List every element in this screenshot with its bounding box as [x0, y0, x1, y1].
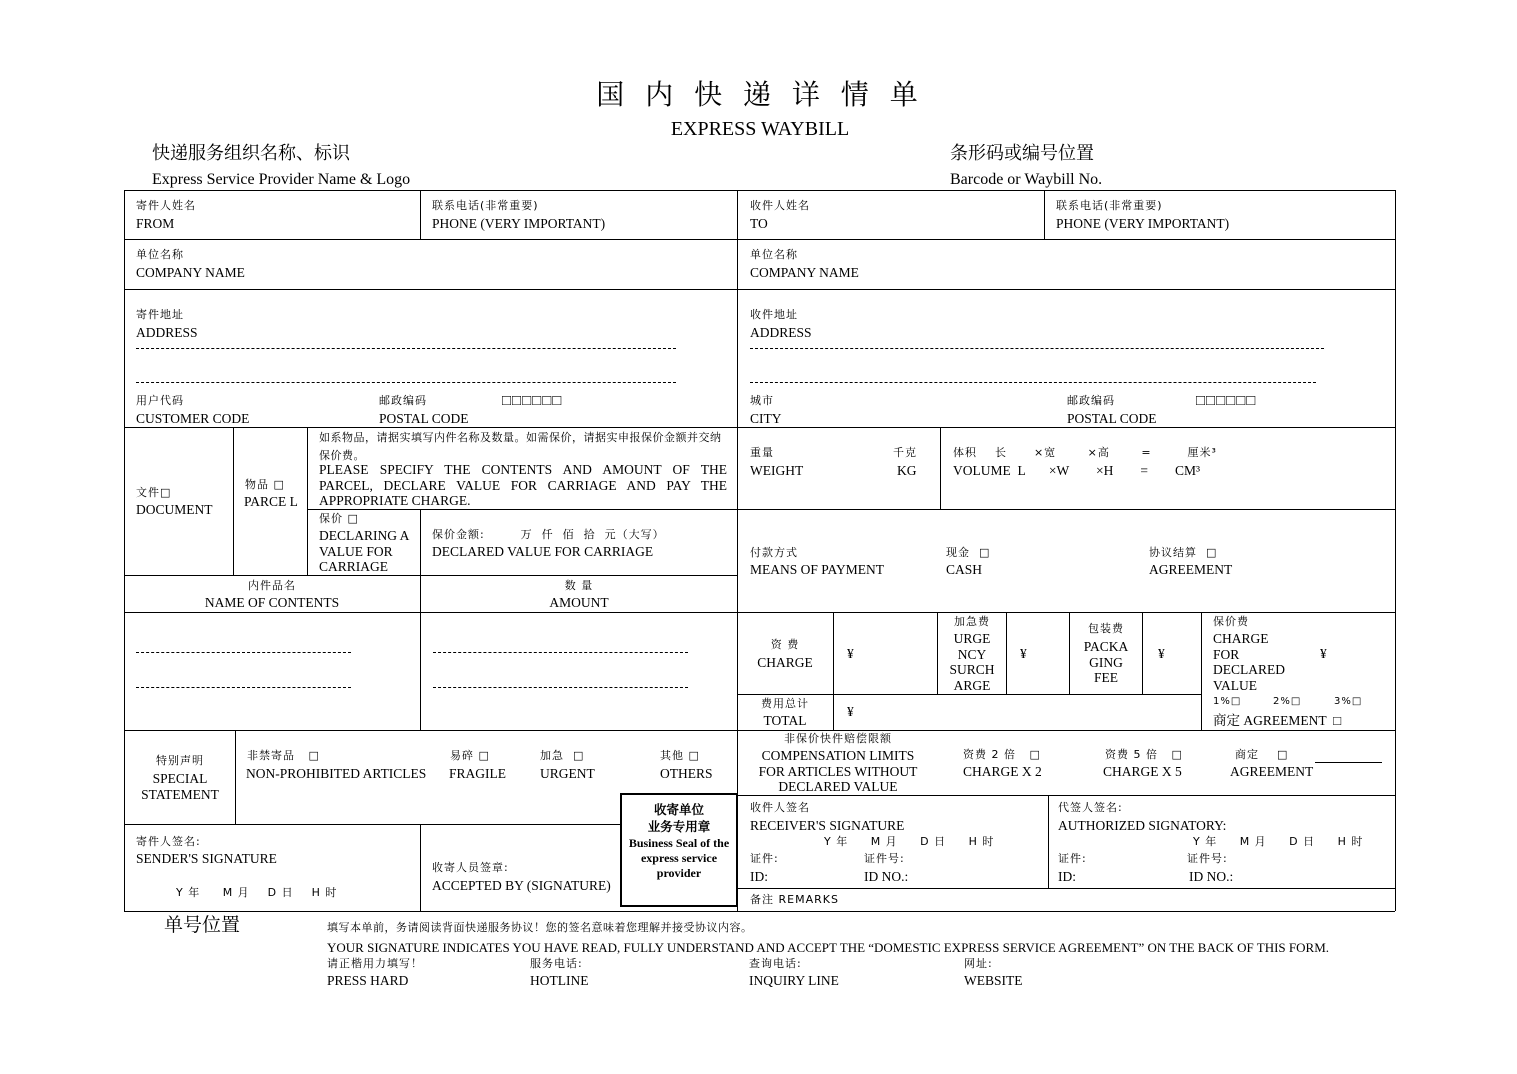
rate-1pct-checkbox[interactable]: 1%□ [1213, 696, 1242, 707]
compensation-label-zh: 非保价快件赔偿限额 [784, 732, 892, 745]
seal-label-zh-2: 业务专用章 [647, 818, 711, 834]
amount-label-en: AMOUNT [549, 595, 609, 610]
footer-notice-zh: 填写本单前，务请阅读背面快递服务协议！您的签名意味着您理解并接受协议内容。 [327, 921, 753, 934]
sender-company-field[interactable]: COMPANY NAME [136, 265, 245, 280]
provider-label-en: Express Service Provider Name & Logo [152, 171, 411, 188]
hotline-label-zh: 服务电话: [530, 957, 583, 970]
parcel-checkbox[interactable]: 物品 □ [245, 478, 285, 491]
payment-label-zh: 付款方式 [750, 546, 798, 559]
city-label-zh: 城市 [750, 394, 774, 407]
sender-name-field[interactable]: FROM [136, 216, 175, 231]
remarks-field[interactable]: 备注 REMARKS [750, 893, 839, 906]
total-field[interactable]: ¥ [847, 704, 854, 719]
sender-phone-field[interactable]: PHONE (VERY IMPORTANT) [432, 216, 606, 231]
fragile-checkbox[interactable]: 易碎 □ [450, 749, 490, 762]
comp-agreement-checkbox[interactable]: 商定 □ [1235, 748, 1289, 761]
receiver-address-field[interactable]: ADDRESS [750, 325, 812, 340]
receiver-id-field[interactable]: ID: [750, 869, 768, 884]
receiver-signature-label-zh: 收件人签名 [750, 801, 810, 814]
business-seal-box [620, 793, 738, 907]
cash-checkbox[interactable]: 现金 □ [946, 546, 991, 559]
receiver-idno-field[interactable]: ID NO.: [864, 869, 909, 884]
charge-field[interactable]: ¥ [847, 646, 854, 661]
packing-fee-label-en: PACKA GING FEE [1083, 639, 1129, 686]
document-checkbox[interactable]: 文件□ [136, 486, 172, 499]
sender-address-field[interactable]: ADDRESS [136, 325, 198, 340]
volume-label-zh: 体积 长 ×宽 ×高 = 厘米³ [953, 446, 1217, 459]
authorized-id-field[interactable]: ID: [1058, 869, 1076, 884]
inquiry-line-label-en: INQUIRY LINE [749, 973, 839, 988]
compensation-label-en: COMPENSATION LIMITS FOR ARTICLES WITHOUT DECLARED VALUE [758, 748, 918, 795]
receiver-idno-label-zh: 证件号: [864, 852, 905, 865]
receiver-company-field[interactable]: COMPANY NAME [750, 265, 859, 280]
barcode-label-en: Barcode or Waybill No. [950, 171, 1103, 188]
agreement-label-en: AGREEMENT [1149, 562, 1233, 577]
receiver-name-field[interactable]: TO [750, 216, 768, 231]
website-label-zh: 网址: [964, 957, 993, 970]
specify-notice-zh: 如系物品，请据实填写内件名称及数量。如需保价，请据实申报保价金额并交纳保价费。 [319, 431, 722, 462]
charge-x2-label-en: CHARGE X 2 [963, 764, 1042, 779]
authorized-signature-field[interactable]: AUTHORIZED SIGNATORY: [1058, 818, 1227, 833]
charge-x5-checkbox[interactable]: 资费 5 倍 □ [1105, 748, 1183, 761]
receiver-postal-label-zh: 邮政编码 [1067, 394, 1115, 407]
insurance-fee-field[interactable]: ¥ [1320, 646, 1327, 661]
accepted-by-label-zh: 收寄人员签章: [432, 861, 509, 874]
sender-signature-date[interactable]: Y 年 M 月 D 日 H 时 [176, 886, 338, 899]
parcel-label-en: PARCE L [244, 494, 298, 509]
charge-label-zh: 资 费 [770, 638, 800, 651]
urgent-charge-field[interactable]: ¥ [1020, 646, 1027, 661]
press-hard-label-en: PRESS HARD [327, 973, 409, 988]
cash-label-en: CASH [946, 562, 983, 577]
weight-field[interactable]: WEIGHT [750, 463, 804, 478]
sender-postal-boxes[interactable]: □□□□□□ [502, 393, 563, 409]
inquiry-line-label-zh: 查询电话: [749, 957, 802, 970]
receiver-phone-label-zh: 联系电话(非常重要) [1056, 199, 1163, 212]
declared-value-field[interactable]: DECLARED VALUE FOR CARRIAGE [432, 544, 654, 559]
rate-2pct-checkbox[interactable]: 2%□ [1273, 696, 1302, 707]
provider-label-zh: 快递服务组织名称、标识 [152, 143, 350, 164]
others-label-en: OTHERS [660, 766, 713, 781]
authorized-id-label-zh: 证件: [1058, 852, 1087, 865]
sender-phone-label-zh: 联系电话(非常重要) [432, 199, 539, 212]
receiver-signature-field[interactable]: RECEIVER'S SIGNATURE [750, 818, 905, 833]
sender-company-label-zh: 单位名称 [136, 248, 184, 261]
customer-code-label-zh: 用户代码 [136, 394, 184, 407]
sender-address-label-zh: 寄件地址 [136, 308, 184, 321]
special-label-zh: 特别声明 [156, 754, 204, 767]
volume-field[interactable]: VOLUME L ×W ×H = CM³ [953, 463, 1201, 478]
packing-fee-field[interactable]: ¥ [1158, 646, 1165, 661]
page-subtitle: EXPRESS WAYBILL [670, 118, 850, 140]
total-label-en: TOTAL [763, 713, 807, 728]
receiver-phone-field[interactable]: PHONE (VERY IMPORTANT) [1056, 216, 1230, 231]
specify-notice-en: PLEASE SPECIFY THE CONTENTS AND AMOUNT OF THE PARCEL, DECLARE VALUE FOR CARRIAGE AND PAY THE APPROPRIATE CHARGE. [319, 462, 727, 509]
receiver-id-label-zh: 证件: [750, 852, 779, 865]
comp-agreement-label-en: AGREEMENT [1230, 764, 1314, 779]
customer-code-field[interactable]: CUSTOMER CODE [136, 411, 250, 426]
document-label-en: DOCUMENT [136, 502, 213, 517]
receiver-company-label-zh: 单位名称 [750, 248, 798, 261]
insurance-fee-label-zh: 保价费 [1213, 615, 1249, 628]
sender-postal-label-zh: 邮政编码 [379, 394, 427, 407]
declared-value-label-zh: 保价金额: 万 仟 佰 拾 元（大写） [432, 528, 665, 541]
sender-signature-label-zh: 寄件人签名: [136, 835, 201, 848]
authorized-signature-label-zh: 代签人签名: [1058, 801, 1123, 814]
waybill-number-position: 单号位置 [164, 914, 241, 936]
fragile-label-en: FRAGILE [449, 766, 506, 781]
weight-unit-en: KG [897, 463, 917, 478]
declaring-checkbox[interactable]: 保价 □ [319, 512, 359, 525]
charge-label-en: CHARGE [757, 655, 813, 670]
packing-fee-label-zh: 包装费 [1088, 622, 1124, 635]
sender-signature-field[interactable]: SENDER'S SIGNATURE [136, 851, 277, 866]
receiver-address-label-zh: 收件地址 [750, 308, 798, 321]
seal-label-en: Business Seal of the express service provider [628, 835, 730, 880]
barcode-label-zh: 条形码或编号位置 [950, 143, 1094, 164]
others-checkbox[interactable]: 其他 □ [660, 749, 700, 762]
city-field[interactable]: CITY [750, 411, 782, 426]
urgent-checkbox[interactable]: 加急 □ [540, 749, 585, 762]
weight-unit-zh: 千克 [893, 446, 917, 459]
authorized-idno-label-zh: 证件号: [1187, 852, 1228, 865]
accepted-by-field[interactable]: ACCEPTED BY (SIGNATURE) [432, 878, 611, 893]
receiver-postal-boxes[interactable]: □□□□□□ [1196, 393, 1257, 409]
non-prohibited-label-en: NON-PROHIBITED ARTICLES [246, 766, 427, 781]
rate-3pct-checkbox[interactable]: 3%□ [1334, 696, 1363, 707]
page-title: 国 内 快 递 详 情 单 [596, 78, 924, 111]
declaring-label-en: DECLARING A VALUE FOR CARRIAGE [319, 528, 409, 575]
charge-x2-checkbox[interactable]: 资费 2 倍 □ [963, 748, 1041, 761]
agreement-checkbox[interactable]: 协议结算 □ [1149, 546, 1218, 559]
urgent-charge-label-zh: 加急费 [954, 615, 990, 628]
seal-label-zh-1: 收寄单位 [653, 802, 704, 817]
non-prohibited-checkbox[interactable]: 非禁寄品 □ [247, 749, 320, 762]
sender-postal-label-en: POSTAL CODE [379, 411, 469, 426]
urgent-label-en: URGENT [540, 766, 595, 781]
receiver-postal-label-en: POSTAL CODE [1067, 411, 1157, 426]
charge-x5-label-en: CHARGE X 5 [1103, 764, 1182, 779]
receiver-name-label-zh: 收件人姓名 [750, 199, 810, 212]
press-hard-label-zh: 请正楷用力填写！ [327, 957, 423, 970]
sender-name-label-zh: 寄件人姓名 [136, 199, 196, 212]
contents-name-label-en: NAME OF CONTENTS [204, 595, 340, 610]
amount-label-zh: 数 量 [564, 579, 594, 592]
payment-label-en: MEANS OF PAYMENT [750, 562, 885, 577]
weight-label-zh: 重量 [750, 446, 774, 459]
hotline-label-en: HOTLINE [530, 973, 589, 988]
authorized-idno-field[interactable]: ID NO.: [1189, 869, 1234, 884]
contents-name-label-zh: 内件品名 [248, 579, 296, 592]
insurance-fee-label-en: CHARGE FOR DECLARED VALUE [1213, 631, 1285, 693]
authorized-signature-date[interactable]: Y 年 M 月 D 日 H 时 [1193, 835, 1364, 848]
urgent-charge-label-en: URGE NCY SURCH ARGE [949, 631, 995, 693]
special-label-en: SPECIAL STATEMENT [141, 771, 219, 802]
website-label-en: WEBSITE [964, 973, 1023, 988]
receiver-signature-date[interactable]: Y 年 M 月 D 日 H 时 [824, 835, 995, 848]
footer-notice-en: YOUR SIGNATURE INDICATES YOU HAVE READ, FULLY UNDERSTAND AND ACCEPT THE “DOMESTIC EXPRESS SERVICE AGREEMENT” ON THE BACK OF THIS FORM. [327, 940, 1330, 955]
total-label-zh: 费用总计 [761, 697, 809, 710]
rate-agreement-checkbox[interactable]: 商定 AGREEMENT □ [1213, 713, 1342, 728]
